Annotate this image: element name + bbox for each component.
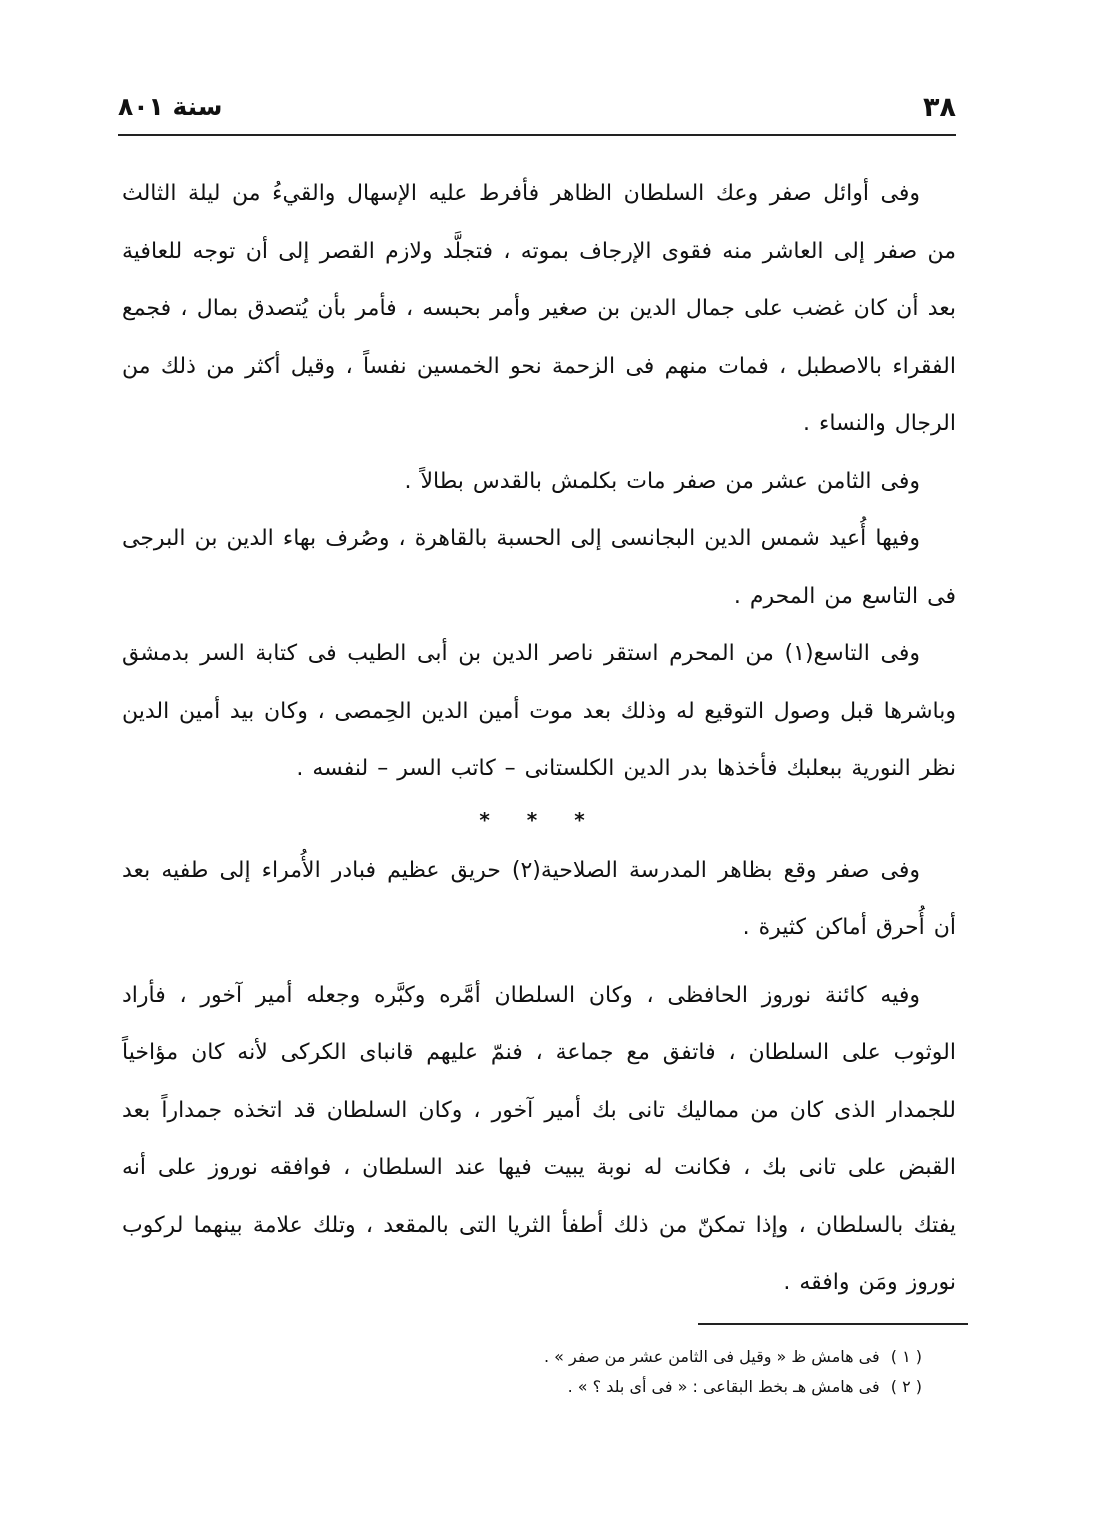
paragraph: وفى صفر وقع بظاهر المدرسة الصلاحية(٢) حريق عظيم فبادر الأُمراء إلى طفيه بعد أن أُحرق أماكن كثيرة . bbox=[122, 857, 956, 940]
page-number: ٣٨ bbox=[923, 92, 956, 123]
footnote-divider bbox=[698, 1323, 968, 1325]
footnote-text: فى هامش ظ « وقيل فى الثامن عشر من صفر » . bbox=[544, 1347, 880, 1366]
paragraph: وفيه كائنة نوروز الحافظى ، وكان السلطان أمَّره وكبَّره وجعله أمير آخور ، فأراد الوثوب على السلطان ، فاتفق مع جماعة ، فنمّ عليهم قانباى الكركى لأنه كان مؤاخياً للجمدار الذى كان من مماليك تانى بك أمير آخور ، وكان السلطان قد اتخذه جمداراً بعد القبض على تانى بك ، فكانت له نوبة يبيت فيها عند السلطان ، فوافقه نوروز على أنه يفتك بالسلطان ، وإذا تمكنّ من ذلك أطفأ الثريا التى بالمقعد ، وتلك علامة بينهما لركوب نوروز ومَن وافقه . bbox=[122, 982, 956, 1295]
paragraph: وفى أوائل صفر وعك السلطان الظاهر فأفرط عليه الإسهال والقيءُ من ليلة الثالث من صفر إلى العاشر منه فقوى الإرجاف بموته ، فتجلَّد ولازم القصر إلى أن توجه للعافية بعد أن كان غضب على جمال الدين بن صغير وأمر بحبسه ، فأمر بأن يُتصدق بمال ، فجمع الفقراء بالاصطبل ، فمات منهم فى الزحمة نحو الخمسين نفساً ، وقيل أكثر من ذلك من الرجال والنساء . bbox=[122, 181, 956, 436]
running-head-year: سنة ٨٠١ bbox=[118, 92, 223, 121]
body-text bbox=[122, 165, 956, 1312]
footnote-number: ( ١ ) bbox=[890, 1347, 922, 1366]
footnote-number: ( ٢ ) bbox=[890, 1377, 922, 1396]
footnotes bbox=[520, 1342, 922, 1402]
paragraph: وفى الثامن عشر من صفر مات بكلمش بالقدس بطالاً . bbox=[404, 468, 920, 494]
footnote-1 bbox=[520, 1342, 922, 1372]
page-header bbox=[118, 92, 956, 132]
footnote-2 bbox=[520, 1372, 922, 1402]
footnote-text: فى هامش هـ بخط البقاعى : « فى أى بلد ؟ » . bbox=[567, 1377, 880, 1396]
header-divider bbox=[118, 134, 956, 136]
paragraph: وفى التاسع(١) من المحرم استقر ناصر الدين بن أبى الطيب فى كتابة السر بدمشق وباشرها قبل وصول التوقيع له وذلك بعد موت أمين الدين الحِمصى ، وكان بيد أمين الدين نظر النورية ببعلبك فأخذها بدر الدين الكلستانى – كاتب السر – لنفسه . bbox=[122, 641, 956, 781]
section-separator: * * * bbox=[479, 807, 599, 832]
paragraph: وفيها أُعيد شمس الدين البجانسى إلى الحسبة بالقاهرة ، وصُرف بهاء الدين بن البرجى فى التاسع من المحرم . bbox=[122, 526, 956, 609]
